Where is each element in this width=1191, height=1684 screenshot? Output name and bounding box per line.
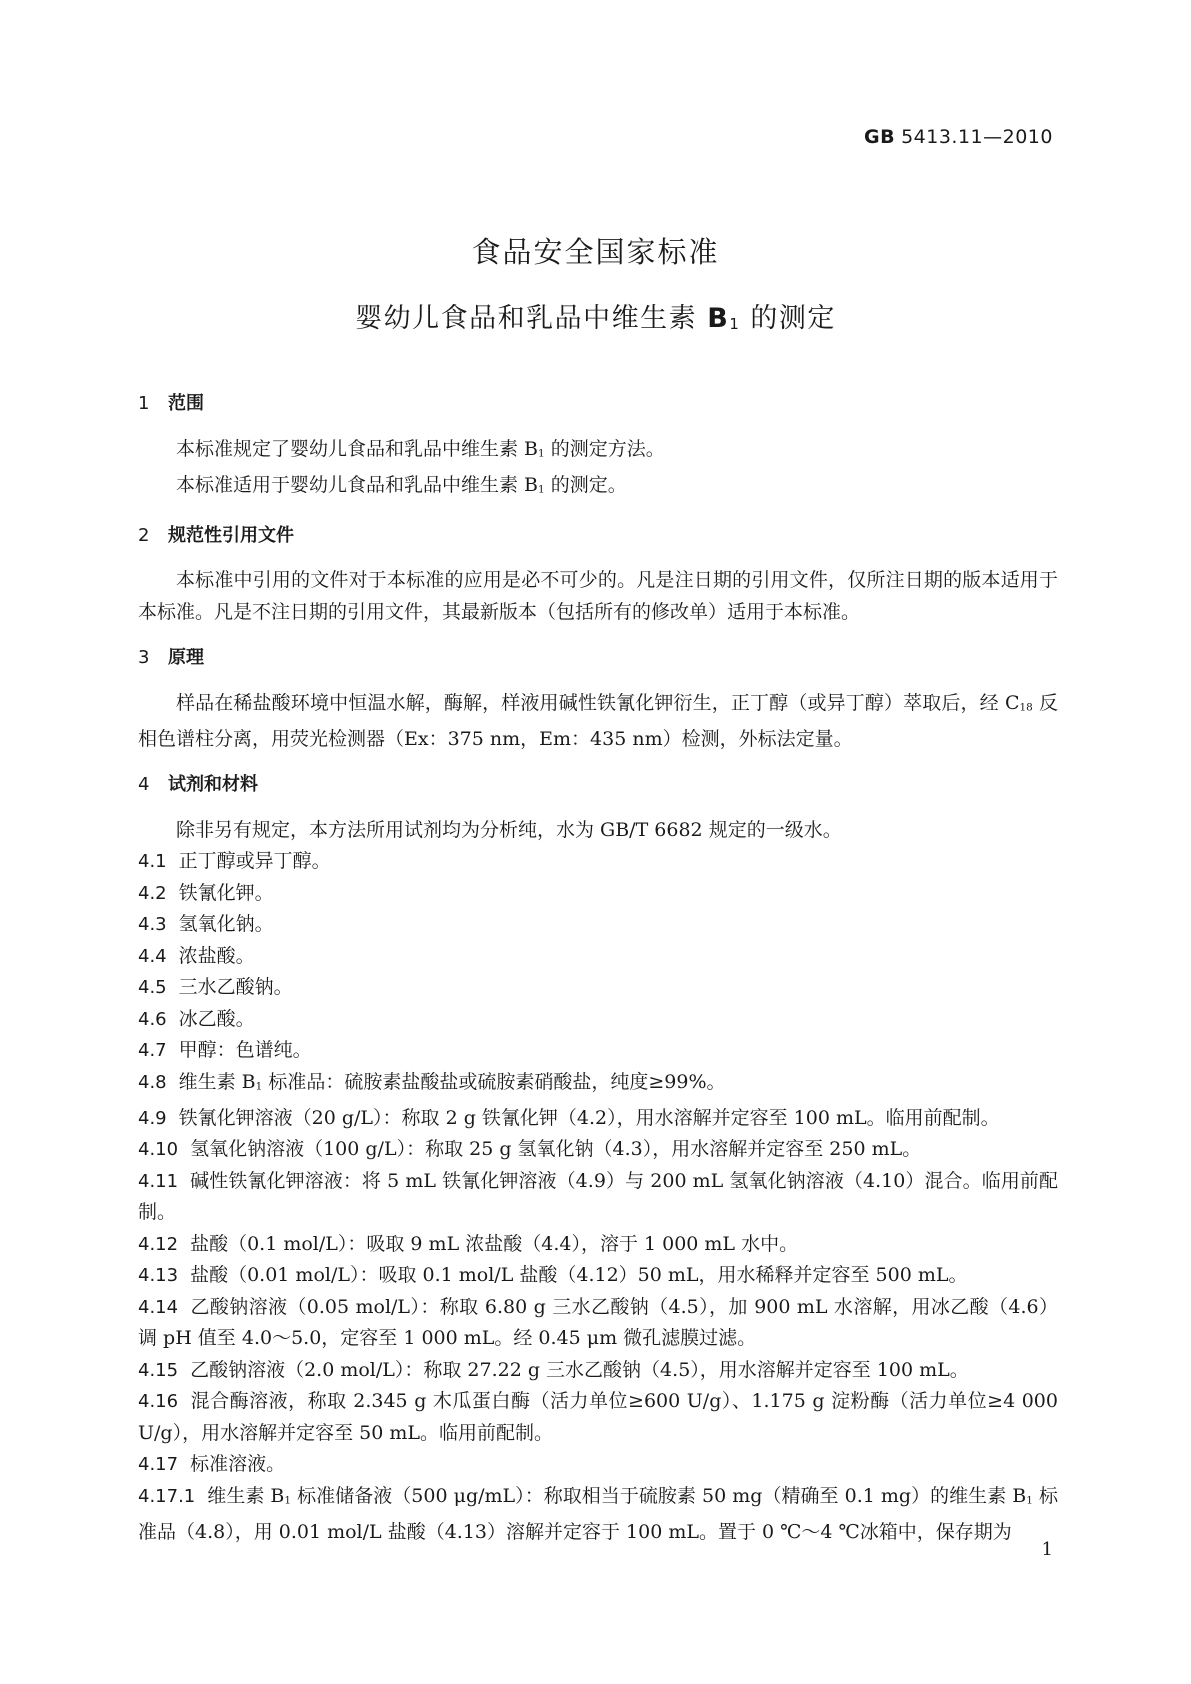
list-item: 4.17 标准溶液。: [138, 1453, 286, 1476]
list-item: 4.10 氢氧化钠溶液（100 g/L）：称取 25 g 氢氧化钠（4.3），用水溶解并定容至 250 mL。: [138, 1138, 922, 1161]
standard-code: [864, 126, 1053, 148]
list-item: 4.16 混合酶溶液，称取 2.345 g 木瓜蛋白酶（活力单位≥600 U/g）、1.175 g 淀粉酶（活力单位≥4 000 U/g），用水溶解并定容至 50 mL。临用前配制。: [138, 1390, 1058, 1444]
page-number: 1: [1041, 1539, 1053, 1560]
section-heading: 2 规范性引用文件: [138, 524, 294, 546]
paragraph: 本标准中引用的文件对于本标准的应用是必不可少的。凡是注日期的引用文件，仅所注日期的版本适用于本标准。凡是不注日期的引用文件，其最新版本（包括所有的修改单）适用于本标准。: [138, 569, 1058, 623]
section-principle: [138, 642, 1058, 755]
section-heading: 3 原理: [138, 647, 204, 669]
section-heading: 4 试剂和材料: [138, 774, 258, 796]
list-item: 4.2 铁氰化钾。: [138, 881, 274, 904]
standard-prefix: GB: [863, 126, 896, 148]
section-reagents: [138, 769, 1058, 1548]
list-item: 4.17.1 维生素 $B_1$ 标准储备液（500 μg/mL）：称取相当于硫胺素 50 mg（精确至 0.1 mg）的维生素 $B_1$ 标准品（4.8），用 0.01 mol/L 盐酸（4.13）溶解并定容于 100 mL。置于 0 ℃～4 ℃冰箱中，保存期为: [138, 1484, 1058, 1543]
list-item: 4.1 正丁醇或异丁醇。: [138, 850, 331, 873]
document-body: [138, 388, 1058, 1562]
document-title: 食品安全国家标准: [471, 235, 720, 269]
standard-number: 5413.11—2010: [901, 126, 1053, 148]
paragraph: 本标准规定了婴幼儿食品和乳品中维生素 $B_1$ 的测定方法。: [176, 437, 665, 460]
list-item: 4.12 盐酸（0.1 mol/L）：吸取 9 mL 浓盐酸（4.4），溶于 1 000 mL 水中。: [138, 1232, 799, 1255]
list-item: 4.3 氢氧化钠。: [138, 913, 274, 936]
paragraph: 样品在稀盐酸环境中恒温水解，酶解，样液用碱性铁氰化钾衍生，正丁醇（或异丁醇）萃取后，经 $C_{18}$ 反相色谱柱分离，用荧光检测器（Ex：375 nm，Em：435 nm）检测，外标法定量。: [138, 691, 1058, 750]
section-scope: [138, 388, 1058, 506]
list-item: 4.14 乙酸钠溶液（0.05 mol/L）：称取 6.80 g 三水乙酸钠（4.5），加 900 mL 水溶解，用冰乙酸（4.6）调 pH 值至 4.0～5.0，定容至 1 000 mL。经 0.45 μm 微孔滤膜过滤。: [138, 1295, 1058, 1350]
list-item: 4.8 维生素 $B_1$ 标准品：硫胺素盐酸盐或硫胺素硝酸盐，纯度≥99%。: [138, 1070, 726, 1093]
paragraph: 除非另有规定，本方法所用试剂均为分析纯，水为 GB/T 6682 规定的一级水。: [176, 818, 842, 841]
list-item: 4.6 冰乙酸。: [138, 1007, 255, 1030]
paragraph: 本标准适用于婴幼儿食品和乳品中维生素 $B_1$ 的测定。: [176, 473, 627, 496]
list-item: 4.9 铁氰化钾溶液（20 g/L）：称取 2 g 铁氰化钾（4.2），用水溶解并定容至 100 mL。临用前配制。: [138, 1106, 1000, 1129]
list-item: 4.4 浓盐酸。: [138, 944, 255, 967]
list-item: 4.13 盐酸（0.01 mol/L）：吸取 0.1 mol/L 盐酸（4.12）50 mL，用水稀释并定容至 500 mL。: [138, 1264, 968, 1287]
section-heading: 1 范围: [138, 393, 204, 414]
list-item: 4.15 乙酸钠溶液（2.0 mol/L）：称取 27.22 g 三水乙酸钠（4.5），用水溶解并定容至 100 mL。: [138, 1358, 969, 1381]
list-item: 4.7 甲醇：色谱纯。: [138, 1039, 312, 1062]
list-item: 4.11 碱性铁氰化钾溶液：将 5 mL 铁氰化钾溶液（4.9）与 200 mL 氢氧化钠溶液（4.10）混合。临用前配制。: [138, 1169, 1058, 1224]
document-subtitle: 婴幼儿食品和乳品中维生素 $B_1$ 的测定: [355, 303, 836, 334]
list-item: 4.5 三水乙酸钠。: [138, 976, 293, 999]
section-normative-references: [138, 520, 1058, 629]
